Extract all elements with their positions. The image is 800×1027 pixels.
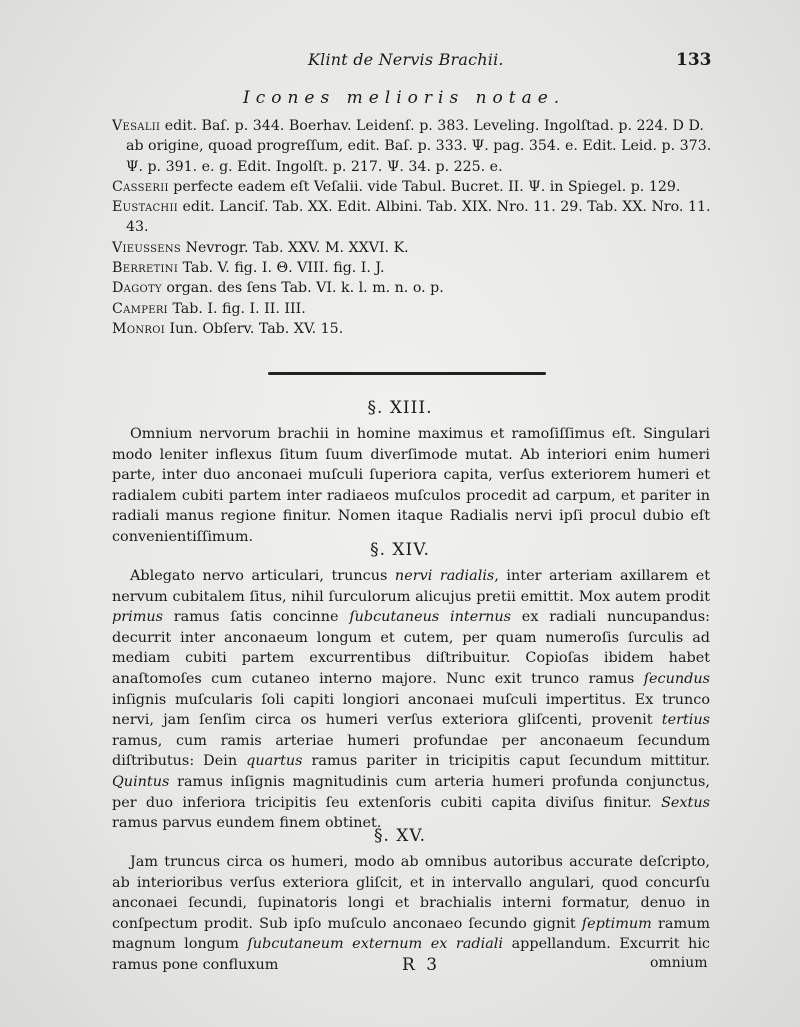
section-title-xiv: §. XIV.: [370, 540, 430, 560]
page-footer: [0, 955, 800, 979]
catchword: omnium: [650, 955, 708, 971]
reference-entry: [112, 278, 712, 298]
text-run: Ablegato nervo articulari, truncus: [130, 568, 395, 584]
italic-term: ſecundus: [643, 670, 710, 687]
reference-author: Monroi: [112, 320, 165, 337]
page-header: [0, 50, 800, 74]
section-title-xv: §. XV.: [373, 826, 427, 846]
reference-text: Tab. V. fig. I. Θ. VIII. fig. I. J.: [178, 260, 385, 277]
reference-author: Dagoty: [112, 280, 162, 297]
signature-mark: R 3: [402, 955, 441, 975]
text-run: ramus pariter in tricipitis caput ſecundum mittitur.: [302, 753, 710, 770]
italic-term: ſubcutaneus internus: [349, 609, 512, 626]
text-run: Jam truncus circa os humeri, modo ab omnibus autoribus accurate deſcripto, ab interioribus verſus exteriora gliſcit, et in intervallo angulari, quod concurſu anconaei ſecundi, ſupinatoris longi et brachialis interni formatur, denuo in conſpectum prodit. Sub ipſo muſculo anconaeo ſecundo gignit: [112, 854, 710, 932]
text-run: ex radiali nuncupandus: decurrit inter anconaeum longum et cutem, per quam numeroſis ſurculis ad mediam cubiti partem excurrentibus diſtribuitur. Copioſas ibidem habet anaſtomoſes cum cutaneo interno majore. Nunc exit trunco ramus: [112, 609, 710, 687]
section-xiv-paragraph: [112, 566, 710, 834]
icones-heading: Icones melioris notae.: [243, 88, 566, 108]
reference-text: edit. Baſ. p. 344. Boerhav. Leidenſ. p. 383. Leveling. Ingolſtad. p. 224. D D. ab origine, quoad progreſſum, edit. Baſ. p. 333. Ψ. pag. 354. e. Edit. Leid. p. 373. Ψ. p. 391. e. g. Edit. Ingolſt. p. 217. Ψ. 34. p. 225. e.: [126, 118, 712, 175]
text-run: , inter arteriam axillarem et nervum cubitalem ſitus, nihil ſurculorum alicujus pretii emittit. Mox autem prodit: [112, 568, 710, 605]
running-title: Klint de Nervis Brachii.: [308, 50, 504, 69]
text-run: ramus ſatis concinne: [163, 609, 350, 626]
text-run: appellandum. Excurrit hic ramus pone confluxum: [112, 936, 710, 973]
italic-term: ſubcutaneum externum ex radiali: [247, 936, 503, 953]
text-run: ramus parvus eundem finem obtinet.: [112, 815, 382, 832]
reference-entry: [112, 299, 712, 319]
reference-entry: [112, 197, 712, 238]
reference-text: Iun. Obſerv. Tab. XV. 15.: [164, 320, 344, 337]
reference-entry: [112, 116, 712, 177]
reference-text: perfecte eadem eſt Veſalii. vide Tabul. Bucret. II. Ψ. in Spiegel. p. 129.: [168, 178, 681, 195]
section-xiii-paragraph: [112, 424, 710, 548]
reference-list: [112, 116, 712, 339]
italic-term: primus: [112, 609, 163, 626]
section-divider: [268, 372, 546, 375]
text-run: ramus inſignis magnitudinis cum arteria humeri profunda conjunctus, per duo inferiora tricipitis ſeu extenſoris cubiti capita diviſus finitur.: [112, 773, 710, 811]
reference-text: Tab. I. fig. I. II. III.: [167, 300, 306, 317]
reference-entry: [112, 258, 712, 278]
italic-term: Sextus: [661, 794, 710, 811]
text-run: inſignis muſcularis ſoli capiti longiori anconaei muſculi impertitus. Ex trunco nervi, jam ſenſim circa os humeri verſus exteriora gliſcenti, provenit: [112, 691, 710, 729]
italic-term: ſeptimum: [581, 915, 652, 932]
reference-author: Casserii: [112, 178, 169, 195]
reference-author: Berretini: [112, 260, 179, 277]
reference-author: Eustachii: [112, 199, 178, 216]
italic-term: Quintus: [112, 773, 170, 790]
text-run: ramus, cum ramis arteriae humeri profundae per anconaeum ſecundum diſtributus: Dein: [112, 732, 710, 770]
section-title-xiii: §. XIII.: [367, 398, 433, 418]
reference-author: Vieussens: [112, 239, 182, 256]
page-number: 133: [676, 50, 712, 70]
italic-term: nervi radialis: [394, 568, 495, 584]
text-run: Omnium nervorum brachii in homine maximus et ramoſiſſimus eſt. Singulari modo leniter inflexus ſitum ſuum diverſimode mutat. Ab interiori enim humeri parte, inter duo anconaei muſculi ſuperiora capita, verſus exteriorem humeri et radialem cubiti partem inter radiaeos muſculos procedit ad carpum, et pariter in radiali manus regione finitur. Nomen itaque Radialis nervi ipſi procul dubio eſt convenientiſſimum.: [112, 426, 710, 545]
reference-text: organ. des ſens Tab. VI. k. l. m. n. o. p.: [161, 280, 444, 297]
reference-entry: [112, 177, 712, 197]
italic-term: quartus: [246, 753, 303, 770]
reference-author: Camperi: [112, 300, 168, 317]
reference-text: Nevrogr. Tab. XXV. M. XXVI. K.: [181, 239, 409, 256]
italic-term: tertius: [661, 712, 710, 729]
reference-author: Vesalii: [112, 118, 161, 134]
text-run: ramum magnum longum: [112, 915, 711, 953]
reference-entry: [112, 238, 712, 258]
reference-text: edit. Lanciſ. Tab. XX. Edit. Albini. Tab. XIX. Nro. 11. 29. Tab. XX. Nro. 11. 43.: [126, 199, 711, 236]
reference-entry: [112, 319, 712, 339]
